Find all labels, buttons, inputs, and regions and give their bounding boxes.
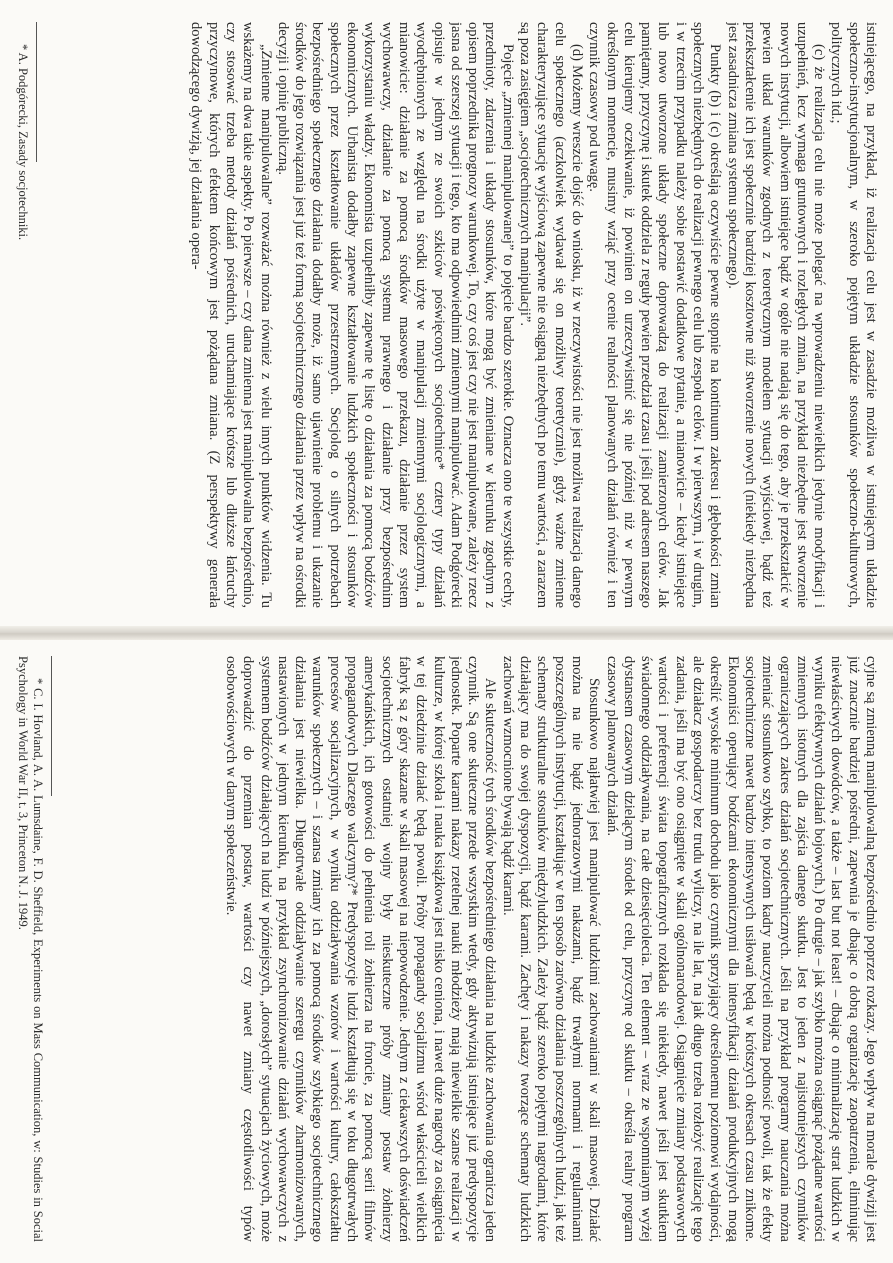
footnote-rule	[51, 656, 52, 796]
left-page-body	[93, 22, 879, 608]
footnote-rule	[36, 22, 37, 162]
paragraph: Stosunkowo najłatwiej jest manipulować ludzkimi zachowaniami w skali masowej. Działać można na nie bądź jednorazowymi nakazami, bądź trwałymi normami i regulaminami poszczególnych instytucji, kształtując w ten sposób zarówno działania poszczególnych ludzi, jak też schematy strukturalne stosunków międzyludzkich. Zależy bądź szeroko pojętymi nagrodami, które działający ma do swojej dyspozycji, bądź karami. Zachęty i nakazy tworzące schematy ludzkich zachowań wzmocnione bywają bądź karami.	[499, 656, 603, 1242]
right-footnote-block	[15, 656, 66, 1242]
paragraph: Punkty (b) i (c) określają oczywiście pewne stopnie na kontinuum zakresu i głębokości zmian społecznych niezbędnych do realizacji pewnego celu lub zespołu celów. I w pierwszym, i w drugim, i w trzecim przypadku należy sobie postawić dodatkowe pytanie, a mianowicie – kiedy istniejące lub nowo utworzone układy społeczne doprowadzą do realizacji zamierzonych celów. Jak pamiętamy, przyczynę i skutek oddziela z reguły pewien przedział czasu i jeśli pod adresem naszego celu kierujemy oczekiwanie, iż powinien on urzeczywistnić się nie później niż w pewnym określonym momencie, musimy wziąć przy ocenie realności planowanych działań również i ten czynnik czasowy pod uwagę.	[586, 22, 724, 608]
left-footnote-block	[15, 22, 51, 608]
footnote: * C. I. Hovland, A. A. Lumsdaine, F. D. Sheffield, Experiments on Mass Communication, w: Studies in Social Psychology in World War II, t. 3, Princeton N. J. 1949.	[16, 656, 45, 1242]
paragraph: „Zmienne manipulowalne” rozważać można również z wielu innych punktów widzenia. Tu wskażemy na dwa takie aspekty. Po pierwsze – czy dana zmienna jest manipulowalna bezpośrednio, czy stosować trzeba metody działań pośrednich, uruchamiające krótsze lub dłuższe łańcuchy przyczynowe, których efektem końcowym jest pożądana zmiana. (Z perspektywy generała dowodzącego dywizją, jej działania opera-	[188, 22, 274, 608]
paragraph: Pojęcie „zmiennej manipulowanej” to pojęcie bardzo szerokie. Oznacza ono te wszystkie cechy, przedmioty, zdarzenia i układy stosunków, które mogą być zmieniane w kierunku zgodnym z opisem poprzednika prognozy warunkowej. To, czy coś jest czy nie jest manipulowane, zależy rzecz jasna od szerszej sytuacji i tego, kto ma odpowiednimi zmiennymi manipulować. Adam Podgórecki opisuje w jednym ze swoich szkiców poświęconych socjotechnice* cztery typy działań wyodrębnionych ze względu na środki użyte w manipulacji zmiennymi socjologicznymi, a mianowicie: działanie za pomocą środków masowego przekazu, działanie przez system wychowawczy, działanie za pomocą systemu prawnego i działanie przy bezpośrednim wykorzystaniu władzy. Ekonomista uzupełniłby zapewne tę listę o działania za pomocą bodźców ekonomicznych. Urbanista dodałby zapewne kształtowanie ludzkich społeczności i stosunków społecznych przez kształtowanie układów przestrzennych. Socjolog o silnych potrzebach bezpośredniego społecznego działania dodałby może, iż samo ujawnienie problemu i ukazanie środków do jego rozwiązania jest już też formą socjotechnicznego działania przez wpływ na ośrodki decyzji i opinię publiczną.	[274, 22, 516, 608]
paragraph: cyjne są zmienną manipulowalną bezpośrednio poprzez rozkazy. Jego wpływ na morale dywizji jest już znacznie bardziej pośredni, zapewnia je dbając o dobrą organizację zaopatrzenia, eliminując niewłaściwych dowódców, a także – last but not least! – dbając o minimalizację strat ludzkich w wyniku efektywnych działań bojowych.) Po drugie – jak szybko można osiągnąć pożądane wartości zmiennych istotnych dla zajścia danego skutku. Jest to jeden z najistotniejszych czynników ograniczających zakres działań socjotechnicznych. Jeśli na przykład programy nauczania można zmieniać stosunkowo szybko, to poziom kadry nauczycieli można podnosić powoli, tak że efekty socjotechniczne nawet bardzo intensywnych usiłowań będą w krótszych okresach czasu znikome. Ekonomiści operujący bodźcami ekonomicznymi dla intensyfikacji działań produkcyjnych mogą określić wysokie minimum dochodu jako czynnik sprzyjający określonemu poziomowi wydajności, ale działacz gospodarczy bez trudu wyliczy, na ile lat, na jak długo trzeba rozłożyć realizację tego zadania, jeśli ma być ono osiągnięte w skali ogólnonarodowej. Osiągnięcie zmiany podstawowych wartości i preferencji świata topograficznych rozkłada się niekiedy, nawet jeśli jest skutkiem świadomego oddziaływania, na całe dziesięciolecia. Ten element – wraz ze wspomnianym wyżej dystansem czasowym dzielącym środek od celu, przyczynę od skutku – określa realny program czasowy planowanych działań.	[603, 656, 879, 1242]
right-page	[9, 656, 879, 1242]
left-page	[9, 22, 879, 608]
paragraph: (d) Możemy wreszcie dojść do wniosku, iż w rzeczywistości nie jest możliwa realizacja danego celu społecznego (aczkolwiek wydawał się on możliwy teoretycznie), gdyż ważne zmienne charakteryzujące sytuację wyjściową zapewne nie osiągną niezbędnych po temu wartości, a zarazem są poza zasięgiem „socjotechnicznych manipulacji”.	[517, 22, 585, 608]
book-gutter	[0, 626, 893, 640]
right-page-body	[135, 656, 879, 1242]
paragraph: Ale skuteczność tych środków bezpośredniego działania na ludzkie zachowania ogranicza jeden czynnik. Są one skuteczne przede wszystkim wtedy, gdy aktywizują istniejące już predyspozycje jednostek. Poparte karami nakazy rzetelnej nauki młodzieży mają niewielkie szanse realizacji w kulturze, w której szkoła i nauka książkowa jest nisko ceniona, i nawet duże nagrody za osiągnięcia w tej dziedzinie działać będą powoli. Próby propagandy socjalizmu wśród właścicieli wielkich fabryk są z góry skazane w skali masowej na niepowodzenie. Jednym z ciekawszych doświadczeń socjotechnicznych ostatniej wojny były nieskuteczne próby zmiany postaw żołnierzy amerykańskich, ich gotowości do pełnienia roli żołnierza na froncie, za pomocą serii filmów propagandowych Dlaczego walczymy?* Predyspozycje ludzi kształtują się w toku długotrwałych procesów socjalizacyjnych, w wyniku oddziaływania wzorów i wartości kultury, całokształtu warunków społecznych – i szansa zmiany ich za pomocą środków szybkiego socjotechnicznego działania jest niewielka. Długotrwałe oddziaływanie szeregu czynników zharmonizowanych, nastawionych w jednym kierunku, na przykład zsynchronizowanie działań wychowawczych z systemem bodźców działających na ludzi w późniejszych, „dorosłych” sytuacjach życiowych, może doprowadzić do przemian postaw, wartości czy nawet zmiany częstotliwości typów osobowościowych w danym społeczeństwie.	[223, 656, 499, 1242]
footnote: * A. Podgórecki, Zasady socjotechniki.	[16, 44, 30, 241]
paragraph: istniejącego, na przykład, iż realizacja celu jest w zasadzie możliwa w istniejącym układzie społeczno-instytucjonalnym, w szeroko pojętym układzie stosunków społeczno-kulturowych, politycznych itd.;	[828, 22, 879, 608]
paragraph: (c) że realizacja celu nie może polegać na wprowadzeniu niewielkich jedynie modyfikacji i uzupełnień, lecz wymaga gruntownych i rozległych zmian, na przykład niezbędne jest stworzenie nowych instytucji, albowiem istniejące bądź w ogóle nie nadają się do tego, aby je przekształcić w pewien układ warunków zgodnych z teoretycznym modelem sytuacji wyjściowej, bądź też przekształcenie ich jest społecznie bardziej kosztowne niż stworzenie nowych (niekiedy niezbędna jest zasadnicza zmiana systemu społecznego).	[724, 22, 828, 608]
